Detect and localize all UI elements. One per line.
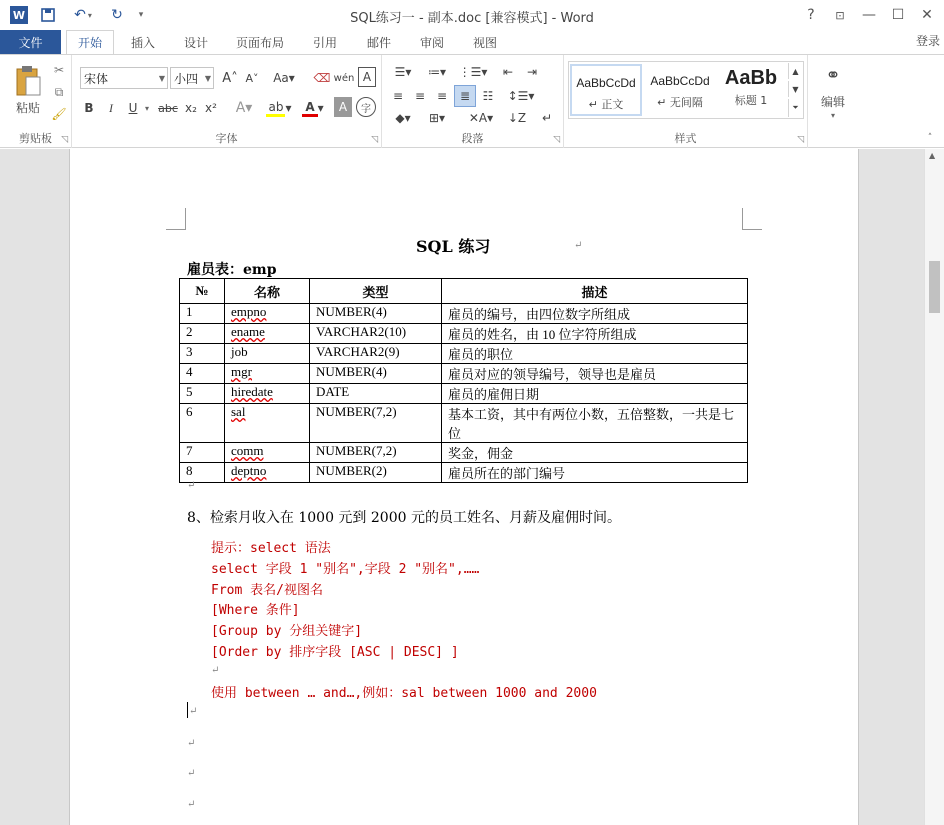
cell-no: 1 (180, 304, 225, 324)
highlight-color-icon[interactable]: ab ▾ (268, 99, 292, 115)
character-border-icon[interactable]: A (358, 67, 376, 87)
table-row (180, 304, 748, 324)
font-size-value: 小四 (174, 71, 199, 86)
increase-indent-icon[interactable]: ⇥ (526, 65, 538, 79)
tab-view[interactable]: 视图 (472, 35, 497, 50)
shading-icon[interactable]: ◆▾ (395, 111, 411, 125)
document-title: SQL 练习 (416, 237, 491, 256)
styles-group-label: 样式 (674, 132, 697, 145)
cell-no: 4 (180, 364, 225, 384)
column-header-name: 名称 (225, 279, 310, 304)
cut-icon[interactable]: ✂ (53, 63, 65, 77)
collapse-ribbon-icon[interactable]: ˄ (927, 133, 933, 143)
font-size-select[interactable]: 小四 ▼ (170, 67, 214, 89)
cell-no: 8 (180, 463, 225, 483)
styles-scroll-up-icon[interactable]: ▲ (788, 63, 802, 79)
change-case-icon[interactable]: Aa▾ (273, 71, 295, 85)
cell-desc: 雇员对应的领导编号，领导也是雇员 (442, 364, 748, 384)
sort-icon[interactable]: ↓Z (507, 111, 527, 125)
style-heading-1-sample: AaBb (724, 67, 778, 89)
paragraph-mark: ↵ (189, 706, 198, 717)
cell-type: VARCHAR2(9) (310, 344, 442, 364)
cell-name: empno (225, 304, 310, 324)
styles-scroll-down-icon[interactable]: ▼ (788, 81, 802, 97)
maximize-button[interactable]: ☐ (891, 7, 905, 23)
question-text: 8、检索月收入在 1000 元到 2000 元的员工姓名、月薪及雇佣时间。 (187, 510, 621, 526)
cell-no: 7 (180, 443, 225, 463)
enclose-characters-icon[interactable]: 字 (356, 97, 376, 117)
show-marks-icon[interactable]: ↵ (541, 111, 553, 125)
paragraph-mark: ↵ (187, 480, 196, 491)
clipboard-group (0, 55, 72, 148)
tab-references[interactable]: 引用 (312, 35, 337, 50)
editing-dropdown-icon: ▾ (830, 110, 835, 120)
cell-name: comm (225, 443, 310, 463)
cell-type: NUMBER(2) (310, 463, 442, 483)
borders-icon[interactable]: ⊞▾ (428, 111, 446, 125)
paste-icon (14, 65, 42, 97)
column-header-no: № (180, 279, 225, 304)
cell-type: DATE (310, 384, 442, 404)
table-row (180, 324, 748, 344)
strikethrough-button[interactable]: abc (158, 101, 178, 115)
cell-name: job (225, 344, 310, 364)
cell-name: sal (225, 404, 310, 443)
cell-desc: 奖金，佣金 (442, 443, 748, 463)
hint-line-6: [Order by 排序字段 [ASC | DESC] ] (211, 645, 459, 660)
close-button[interactable]: ✕ (921, 7, 933, 23)
editing-label: 编辑 (820, 94, 845, 109)
underline-dropdown-icon[interactable]: ▾ (144, 103, 149, 113)
find-binoculars-icon: ⚭ (825, 64, 841, 86)
hint-line-2: select 字段 1 "别名",字段 2 "别名",…… (211, 562, 480, 577)
decrease-indent-icon[interactable]: ⇤ (502, 65, 514, 79)
clipboard-group-label: 剪贴板 (19, 132, 52, 145)
title-bar (0, 0, 944, 30)
justify-icon[interactable]: ≣ (454, 85, 476, 107)
hint-line-1: 提示：select 语法 (211, 541, 331, 556)
styles-launcher-icon[interactable]: ◹ (797, 135, 804, 145)
sign-in-link[interactable]: 登录 (915, 34, 940, 48)
cell-no: 6 (180, 404, 225, 443)
table-row (180, 443, 748, 463)
font-group-label: 字体 (215, 132, 238, 145)
paragraph-mark: ↵ (187, 738, 196, 749)
cell-desc: 雇员的编号，由四位数字所组成 (442, 304, 748, 324)
hint-line-4: [Where 条件] (211, 603, 300, 618)
help-button[interactable]: ? (807, 7, 815, 23)
subscript-button[interactable]: x₂ (185, 101, 197, 115)
paragraph-group (382, 55, 564, 148)
employee-table (179, 278, 748, 483)
column-header-desc: 描述 (442, 279, 748, 304)
cell-desc: 雇员的姓名，由 10 位字符所组成 (442, 324, 748, 344)
cell-no: 5 (180, 384, 225, 404)
cell-no: 3 (180, 344, 225, 364)
ribbon-display-options-icon[interactable]: ⊡ (835, 8, 845, 22)
cell-name: hiredate (225, 384, 310, 404)
tab-design[interactable]: 设计 (183, 35, 208, 50)
paste-button[interactable] (8, 61, 48, 119)
tab-insert[interactable]: 插入 (130, 35, 155, 50)
table-caption: 雇员表：emp (187, 262, 277, 278)
cell-type: NUMBER(4) (310, 364, 442, 384)
tab-page-layout[interactable]: 页面布局 (235, 35, 284, 50)
paragraph-group-label: 段落 (461, 132, 484, 145)
font-group (72, 55, 382, 148)
align-right-icon[interactable]: ≡ (436, 89, 448, 103)
paragraph-mark: ↵ (187, 799, 196, 810)
multilevel-list-icon[interactable]: ⋮☰▾ (458, 65, 488, 79)
paragraph-mark: ↵ (211, 665, 220, 676)
ribbon (0, 54, 944, 148)
style-normal-name: ↵ 正文 (588, 98, 624, 111)
bold-button[interactable]: B (84, 101, 94, 115)
text-effects-icon[interactable]: A▾ (235, 100, 253, 116)
font-name-select[interactable]: 宋体 ▼ (80, 67, 168, 89)
editing-group[interactable] (808, 55, 858, 148)
style-heading-1-name: 标题 1 (734, 94, 768, 107)
table-row (180, 384, 748, 404)
cell-desc: 雇员的职位 (442, 344, 748, 364)
style-heading-1[interactable] (718, 64, 784, 116)
cell-type: NUMBER(7,2) (310, 443, 442, 463)
distributed-icon[interactable]: ☷ (482, 89, 494, 103)
line-spacing-icon[interactable]: ↕☰▾ (507, 89, 535, 103)
character-shading-icon[interactable]: A (334, 97, 352, 117)
cell-desc: 雇员所在的部门编号 (442, 463, 748, 483)
font-launcher-icon[interactable]: ◹ (371, 135, 378, 145)
table-row (180, 344, 748, 364)
style-no-spacing[interactable] (644, 64, 716, 116)
hint-line-5: [Group by 分组关键字] (211, 624, 363, 639)
scroll-up-icon[interactable]: ▲ (929, 151, 936, 160)
paragraph-mark: ↵ (574, 240, 583, 251)
clear-formatting-icon[interactable]: ⌫ (313, 71, 331, 85)
tab-mailings[interactable]: 邮件 (366, 35, 391, 50)
format-painter-icon[interactable]: 🖌 (51, 107, 67, 121)
shrink-font-icon[interactable]: A˅ (245, 71, 259, 85)
window-title: SQL练习一 - 副本.doc [兼容模式] - Word (350, 11, 594, 26)
copy-icon[interactable]: ⧉ (54, 84, 64, 99)
cell-name: mgr (225, 364, 310, 384)
style-normal-sample: AaBbCcDd (576, 76, 636, 90)
customize-quick-access-icon[interactable]: ▾ (138, 10, 144, 20)
text-cursor (187, 702, 188, 718)
paste-label: 粘贴 (15, 100, 40, 115)
table-row (180, 404, 748, 443)
font-color-icon[interactable]: A ▾ (298, 97, 328, 119)
cell-desc: 基本工资，其中有两位小数，五倍整数，一共是七位 (442, 404, 748, 443)
align-left-icon[interactable]: ≡ (392, 89, 404, 103)
table-header-row (180, 279, 748, 304)
cell-no: 2 (180, 324, 225, 344)
styles-more-icon[interactable]: ⏷ (788, 99, 802, 117)
margin-corner-right (742, 208, 762, 230)
align-center-icon[interactable]: ≡ (414, 89, 426, 103)
numbering-icon[interactable]: ≔▾ (427, 65, 447, 79)
bullets-icon[interactable]: ☰▾ (394, 65, 412, 79)
cell-type: VARCHAR2(10) (310, 324, 442, 344)
grow-font-icon[interactable]: A˄ (222, 70, 238, 86)
cell-desc: 雇员的雇佣日期 (442, 384, 748, 404)
paragraph-launcher-icon[interactable]: ◹ (553, 135, 560, 145)
scroll-thumb[interactable] (929, 261, 940, 313)
phonetic-guide-icon[interactable]: wén (333, 72, 355, 84)
redo-icon[interactable]: ↻ (111, 7, 123, 23)
tab-file[interactable]: 文件 (0, 30, 61, 54)
cell-name: ename (225, 324, 310, 344)
chinese-layout-icon[interactable]: ✕A▾ (468, 111, 494, 125)
tab-home[interactable]: 开始 (66, 30, 114, 55)
superscript-button[interactable]: x² (205, 101, 217, 115)
ribbon-tabs (0, 30, 944, 54)
clipboard-launcher-icon[interactable]: ◹ (61, 135, 68, 145)
minimize-button[interactable]: — (862, 7, 876, 23)
cell-name: deptno (225, 463, 310, 483)
style-normal[interactable] (570, 64, 642, 116)
italic-button[interactable]: I (109, 100, 113, 115)
margin-corner-left (166, 208, 186, 230)
column-header-type: 类型 (310, 279, 442, 304)
tab-review[interactable]: 审阅 (419, 35, 444, 50)
word-app-icon: W (10, 6, 28, 24)
hint-line-8: 使用 between … and…,例如：sal between 1000 and 2000 (211, 686, 597, 701)
underline-button[interactable]: U (128, 101, 138, 115)
style-no-spacing-name: ↵ 无间隔 (657, 96, 703, 109)
vertical-scrollbar[interactable] (924, 149, 944, 825)
table-row (180, 463, 748, 483)
cell-type: NUMBER(7,2) (310, 404, 442, 443)
style-no-spacing-sample: AaBbCcDd (650, 74, 710, 88)
paragraph-mark: ↵ (187, 768, 196, 779)
table-row (180, 364, 748, 384)
cell-type: NUMBER(4) (310, 304, 442, 324)
hint-line-3: From 表名/视图名 (211, 583, 323, 598)
styles-group (564, 55, 808, 148)
undo-icon[interactable]: ↶ ▾ (74, 7, 92, 23)
font-name-value: 宋体 (84, 71, 109, 86)
